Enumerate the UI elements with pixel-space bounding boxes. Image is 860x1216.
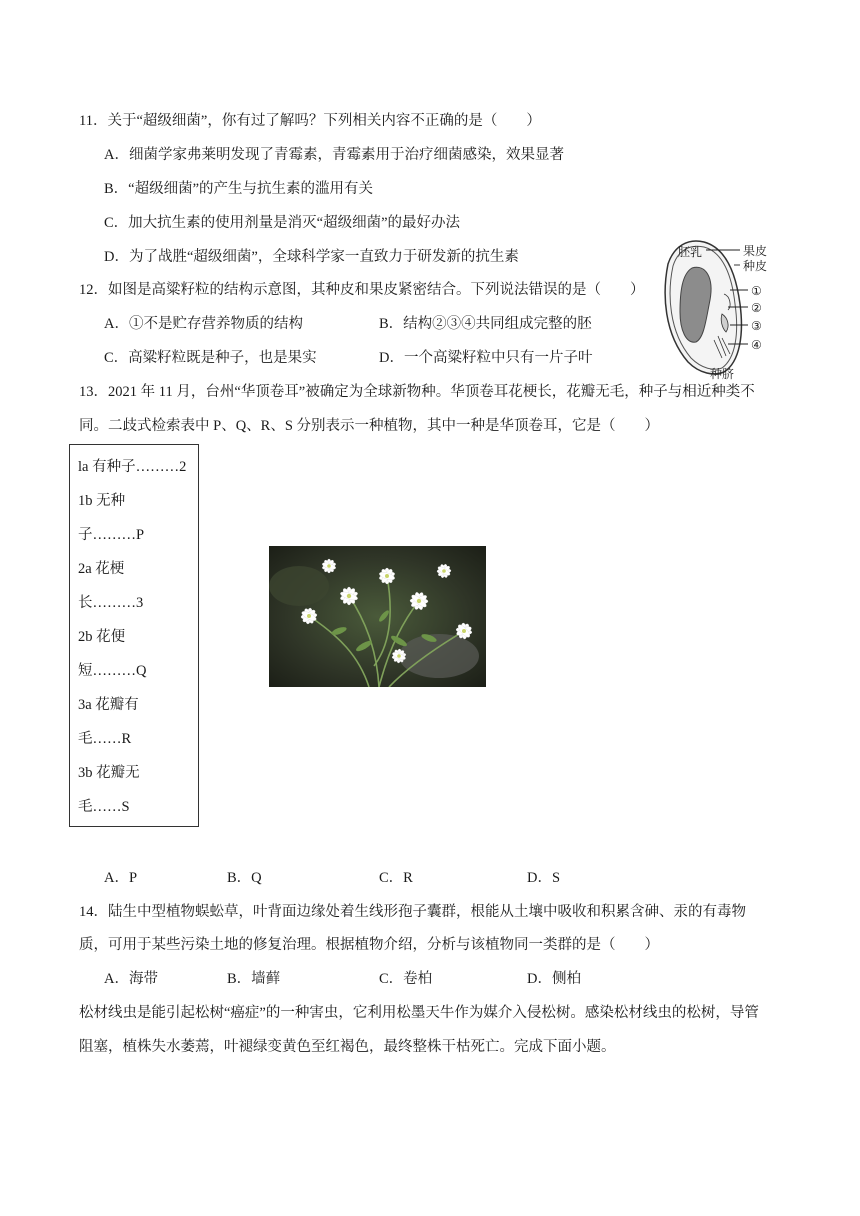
- label-4: ④: [751, 338, 762, 352]
- q12-option-c: C．高粱籽粒既是种子，也是果实: [104, 350, 317, 366]
- q14-answer-b: B．墙藓: [227, 971, 281, 987]
- q13-answer-d: D．S: [527, 870, 561, 886]
- q11-option-c: C．加大抗生素的使用剂量是消灭“超级细菌”的最好办法: [104, 215, 461, 231]
- passage-line2: 阻塞，植株失水萎蔫，叶褪绿变黄色至红褐色，最终整株干枯死亡。完成下面小题。: [79, 1039, 616, 1055]
- key-line: 2a 花梗: [78, 561, 125, 577]
- q14-answer-d: D．侧柏: [527, 971, 581, 987]
- q11-stem: 11．关于“超级细菌”，你有过了解吗？下列相关内容不正确的是（ ）: [79, 113, 541, 129]
- key-line: 2b 花便: [78, 629, 126, 645]
- key-line: 短………Q: [78, 663, 147, 679]
- label-pericarp: 果皮: [743, 244, 768, 258]
- key-line: 3b 花瓣无: [78, 765, 140, 781]
- q13-answer-a: A．P: [104, 870, 138, 886]
- flower-photo: [269, 546, 486, 687]
- q13-answer-c: C．R: [379, 870, 413, 886]
- label-1: ①: [751, 284, 762, 298]
- key-line: 子………P: [78, 527, 145, 543]
- label-3: ③: [751, 319, 762, 333]
- q11-option-a: A．细菌学家弗莱明发现了青霉素，青霉素用于治疗细菌感染，效果显著: [104, 147, 564, 163]
- key-line: 毛……R: [78, 731, 132, 747]
- dichotomous-key-box: [69, 444, 199, 827]
- q14-stem-line2: 质，可用于某些污染土地的修复治理。根据植物介绍，分析与该植物同一类群的是（ ）: [79, 937, 659, 953]
- label-hilum: 种脐: [710, 367, 735, 380]
- label-2: ②: [751, 301, 762, 315]
- key-line: 1b 无种: [78, 493, 126, 509]
- q14-answer-c: C．卷柏: [379, 971, 433, 987]
- key-line: 3a 花瓣有: [78, 697, 139, 713]
- q12-option-d: D．一个高粱籽粒中只有一片子叶: [379, 350, 593, 366]
- q12-option-b: B．结构②③④共同组成完整的胚: [379, 316, 592, 332]
- q13-stem-line2: 同。二歧式检索表中 P、Q、R、S 分别表示一种植物，其中一种是华顶卷耳，它是（ ）: [79, 418, 660, 434]
- q12-stem: 12．如图是高粱籽粒的结构示意图，其种皮和果皮紧密结合。下列说法错误的是（ ）: [79, 282, 645, 298]
- q13-answer-b: B．Q: [227, 870, 262, 886]
- key-line: 毛……S: [78, 799, 130, 815]
- label-seed-coat: 种皮: [743, 259, 768, 273]
- sorghum-seed-diagram: [648, 234, 790, 380]
- passage-line1: 松材线虫是能引起松树“癌症”的一种害虫，它利用松墨天牛作为媒介入侵松树。感染松材线虫的松树，导管: [79, 1005, 759, 1021]
- q14-stem-line1: 14．陆生中型植物蜈蚣草，叶背面边缘处着生线形孢子囊群，根能从土壤中吸收和积累含砷、汞的有毒物: [79, 904, 746, 920]
- q11-option-b: B．“超级细菌”的产生与抗生素的滥用有关: [104, 181, 374, 197]
- q13-stem-line1: 13．2021 年 11 月，台州“华顶卷耳”被确定为全球新物种。华顶卷耳花梗长，花瓣无毛，种子与相近种类不: [79, 384, 755, 400]
- label-endosperm: 胚乳: [678, 245, 703, 259]
- q12-option-a: A．①不是贮存营养物质的结构: [104, 316, 303, 332]
- key-line: 长………3: [78, 595, 144, 611]
- key-line: la 有种子………2: [78, 459, 187, 475]
- q11-option-d: D．为了战胜“超级细菌”，全球科学家一直致力于研发新的抗生素: [104, 249, 519, 265]
- q14-answer-a: A．海带: [104, 971, 158, 987]
